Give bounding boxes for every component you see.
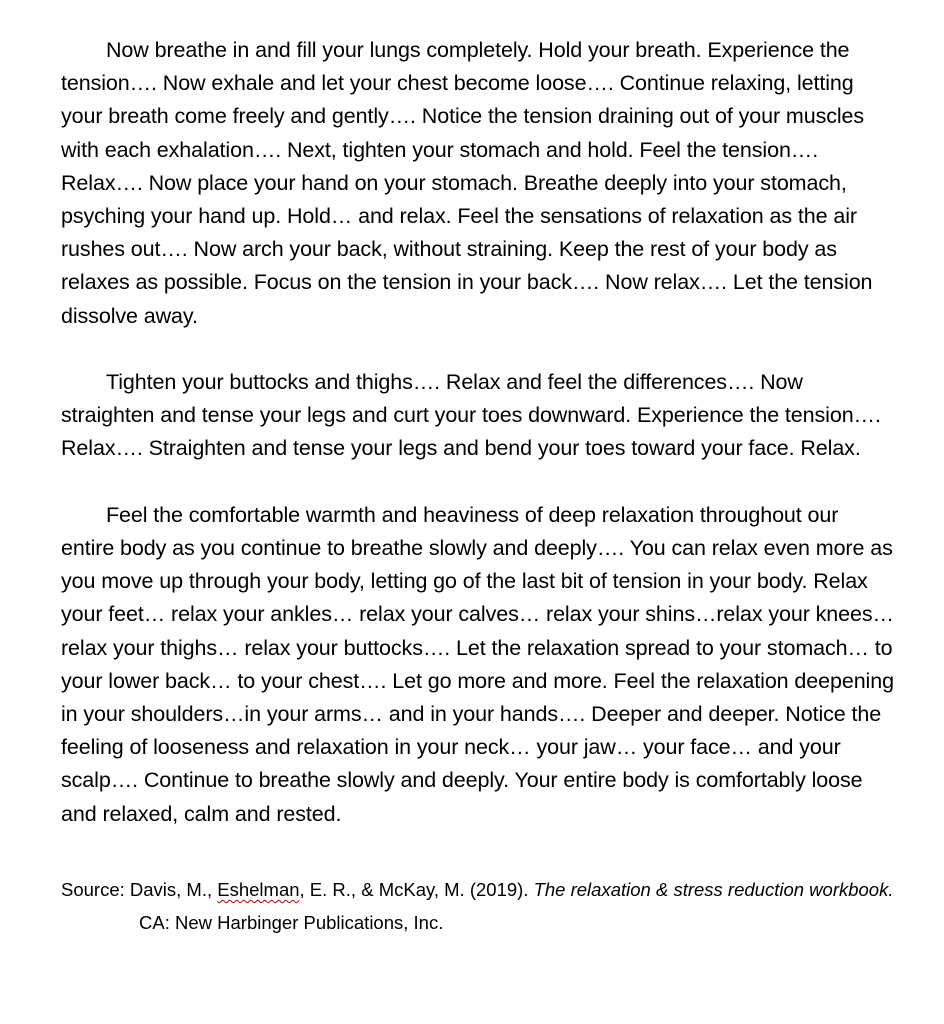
paragraph-deep-relaxation: Feel the comfortable warmth and heaviness of deep relaxation throughout our entire body as you continue to breathe slowly and deeply…. You can relax even more as you move up through your body, letting go of the last bit of tension in your body. Relax your feet… relax your ankles… relax your calves… relax your shins…relax your knees… relax your thighs… relax your buttocks…. Let the relaxation spread to your stomach… to your lower back… to your chest…. Let go more and more. Feel the relaxation deepening in your shoulders…in your arms… and in your hands…. Deeper and deeper. Notice the feeling of looseness and relaxation in your neck… your jaw… your face… and your scalp…. Continue to breathe slowly and deeply. Your entire body is comfortably loose and relaxed, calm and rested.	[61, 502, 894, 826]
spellcheck-flagged-word[interactable]: Eshelman	[217, 878, 300, 900]
paragraph-breathing: Now breathe in and fill your lungs completely. Hold your breath. Experience the tension…. Now exhale and let your chest become loose…. Continue relaxing, letting your breath come freely and gently…. Notice the tension draining out of your muscles with each exhalation…. Next, tighten your stomach and hold. Feel the tension…. Relax…. Now place your hand on your stomach. Breathe deeply into your stomach, psyching your hand up. Hold… and relax. Feel the sensations of relaxation as the air rushes out…. Now arch your back, without straining. Keep the rest of your body as relaxes as possible. Focus on the tension in your back…. Now relax…. Let the tension dissolve away.	[61, 38, 873, 328]
citation-publisher: CA: New Harbinger Publications, Inc.	[139, 911, 444, 933]
citation-authors-year: , E. R., & McKay, M. (2019).	[299, 878, 534, 900]
source-citation	[61, 873, 895, 939]
citation-prefix: Source: Davis, M.,	[61, 878, 218, 900]
citation-title: The relaxation & stress reduction workbook.	[533, 878, 894, 900]
paragraph-legs: Tighten your buttocks and thighs…. Relax and feel the differences…. Now straighten and tense your legs and curt your toes downward. Experience the tension…. Relax…. Straighten and tense your legs and bend your toes toward your face. Relax.	[61, 370, 881, 461]
document-page	[61, 34, 895, 957]
